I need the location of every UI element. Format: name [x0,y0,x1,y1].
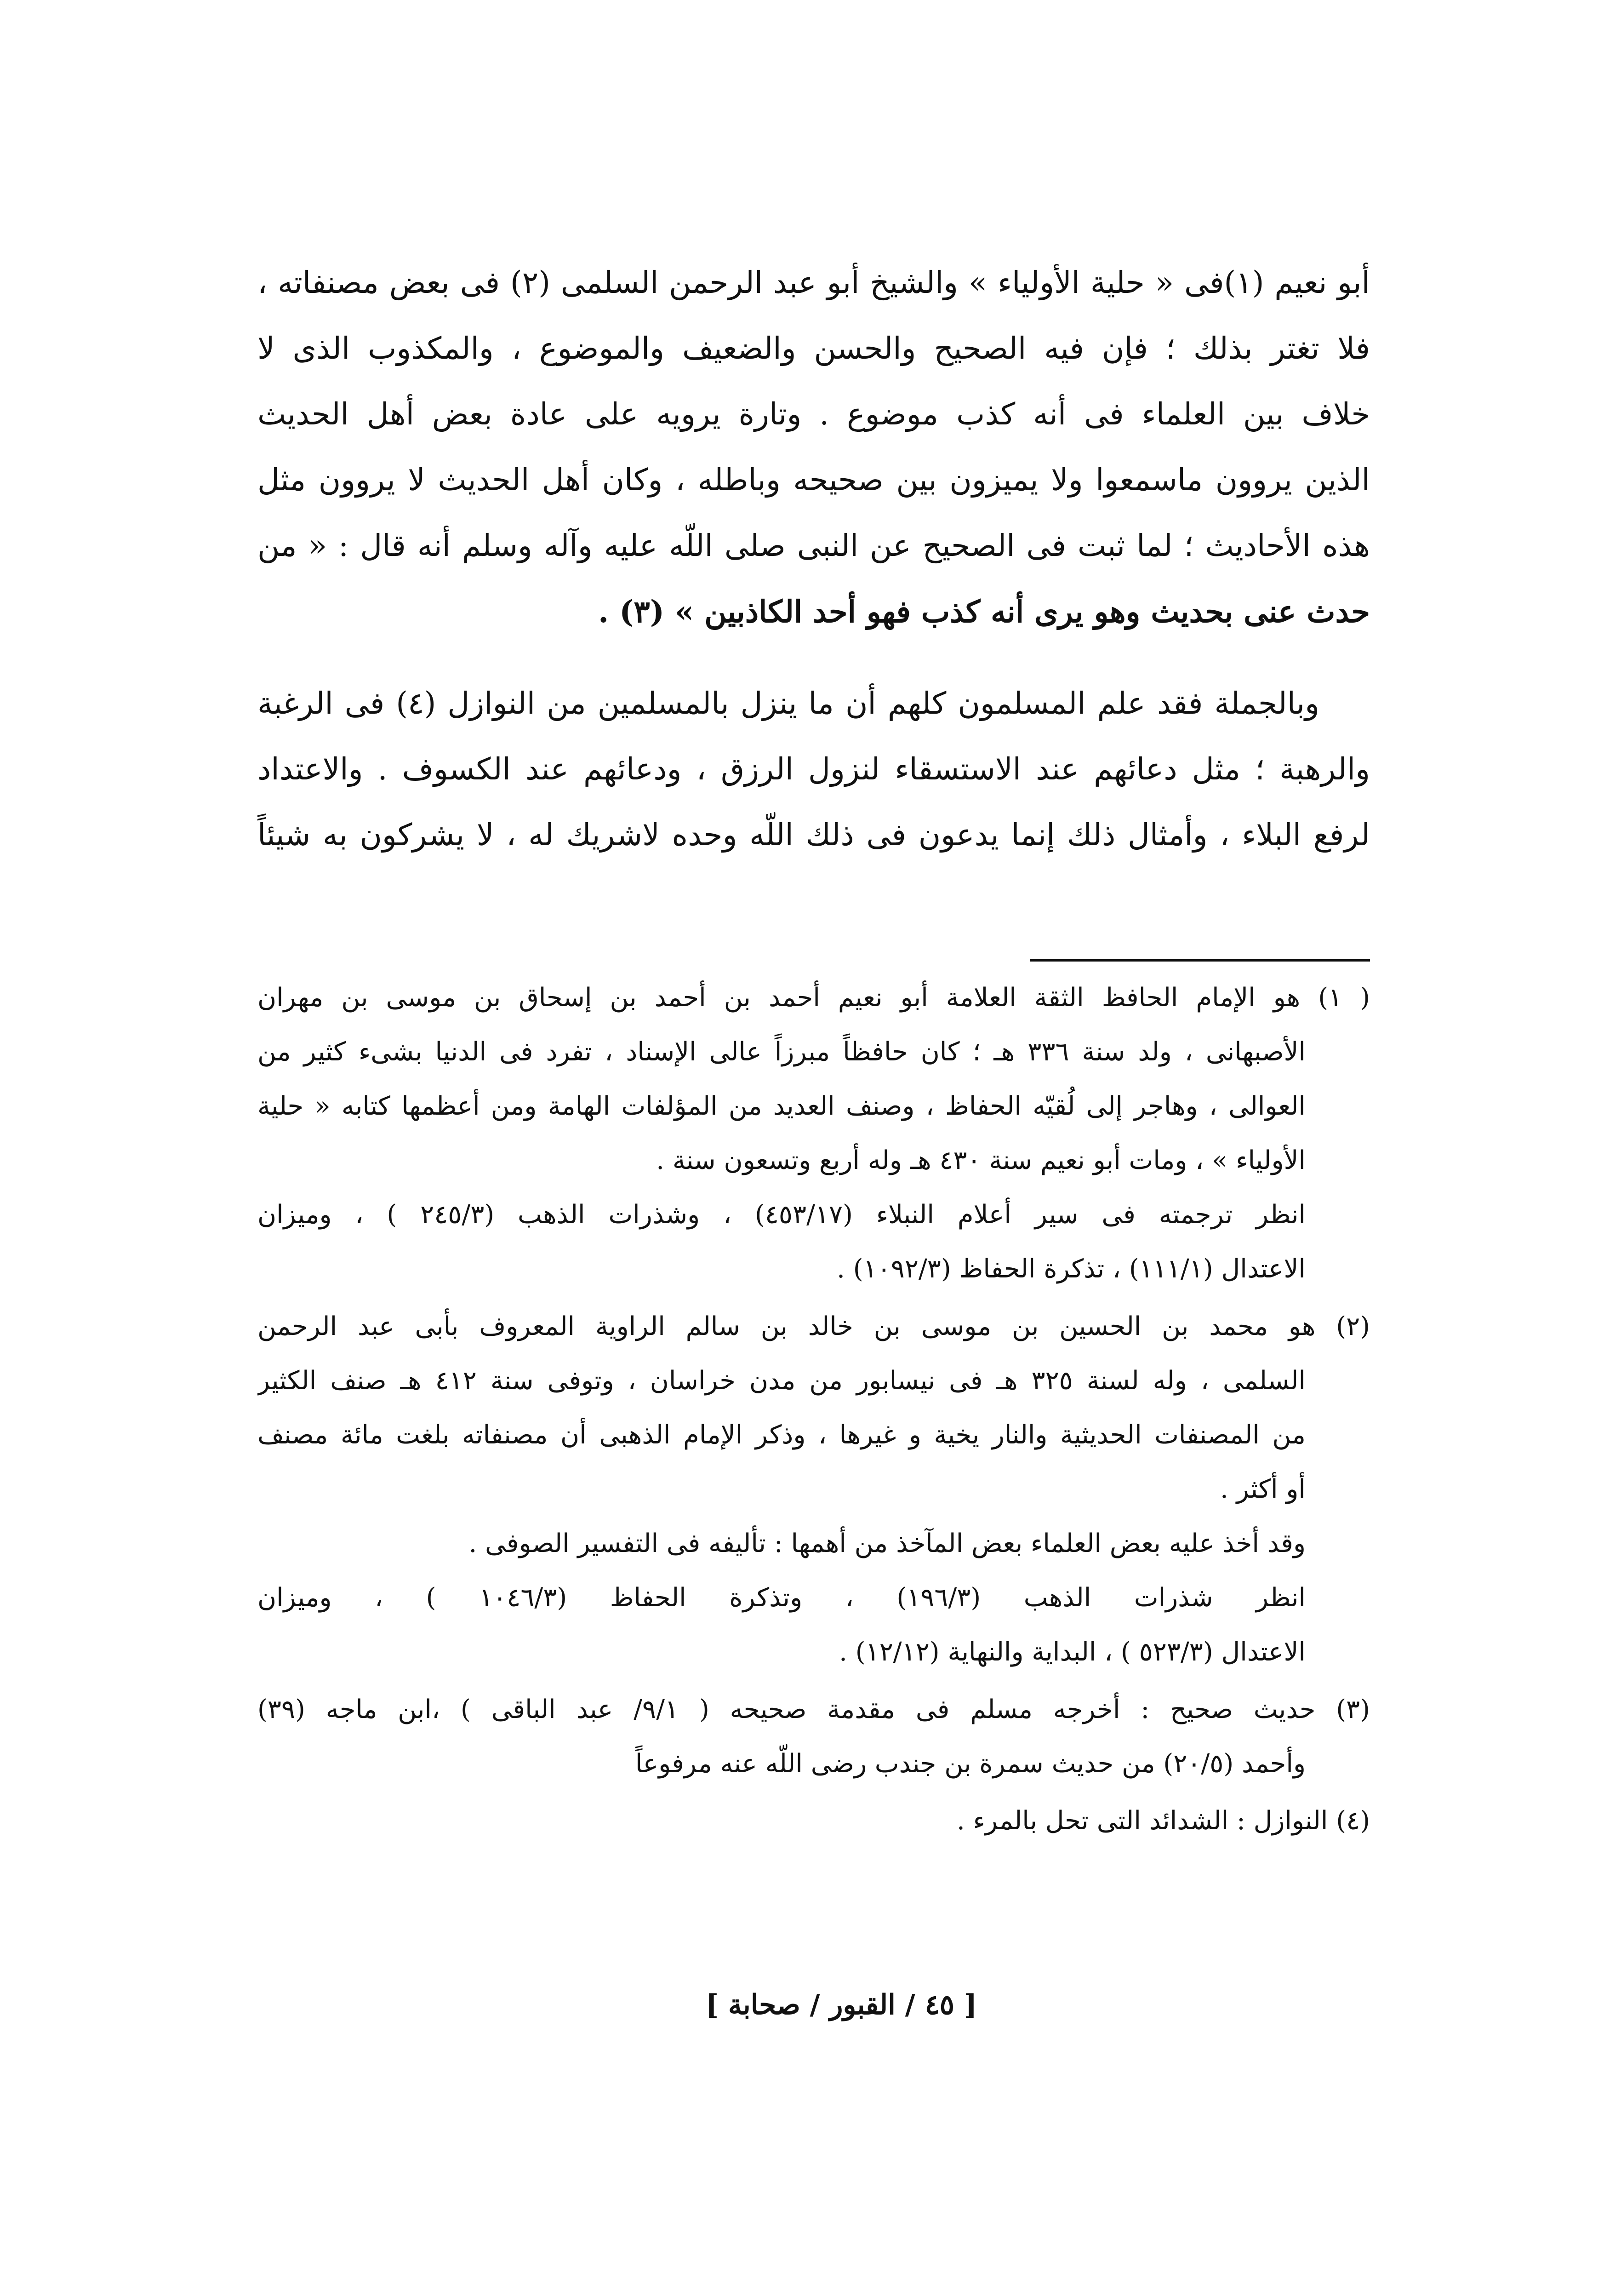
footnote-line: وقد أخذ عليه بعض العلماء بعض المآخذ من أهمها : تأليفه فى التفسير الصوفى . [468,1529,1306,1558]
footnote-line: وأحمد (٢٠/٥) من حديث سمرة بن جندب رضى اللّه عنه مرفوعاً [635,1749,1306,1779]
page-footer: [ ٤٥ / القبور / صحابة ] [705,1989,977,2021]
footnote-separator [1030,959,1370,962]
footnote-line: من المصنفات الحديثية والنار يخية و غيرها ، وذكر الإمام الذهبى أن مصنفاته بلغت مائة مصنف [257,1420,1306,1450]
main-text-line: وبالجملة فقد علم المسلمون كلهم أن ما ينزل بالمسلمين من النوازل (٤) فى الرغبة [257,686,1319,721]
footnote-line: الاعتدال (١١١/١) ، تذكرة الحفاظ (١٠٩٢/٣) . [837,1254,1306,1284]
footnote-line: (٤) النوازل : الشدائد التى تحل بالمرء . [957,1806,1370,1836]
footnotes-block [257,975,1370,1931]
main-text-line: والرهبة ؛ مثل دعائهم عند الاستسقاء لنزول الرزق ، ودعائهم عند الكسوف . والاعتداد [257,751,1370,787]
footnote-line: الأصبهانى ، ولد سنة ٣٣٦ هـ ؛ كان حافظاً مبرزاً عالى الإسناد ، تفرد فى الدنيا بشىء كثير من [257,1037,1306,1067]
footnote-line: العوالى ، وهاجر إلى لُقيّه الحفاظ ، وصنف العديد من المؤلفات الهامة ومن أعظمها كتابه « حلية [257,1091,1306,1121]
footnote-line: السلمى ، وله لسنة ٣٢٥ هـ فى نيسابور من مدن خراسان ، وتوفى سنة ٤١٢ هـ صنف الكثير [257,1366,1306,1396]
main-text-line: أبو نعيم (١)فى « حلية الأولياء » والشيخ أبو عبد الرحمن السلمى (٢) فى بعض مصنفاته ، [257,265,1370,300]
footnote-line: انظر شذرات الذهب (١٩٦/٣) ، وتذكرة الحفاظ (١٠٤٦/٣ ) ، وميزان [257,1583,1306,1613]
main-text-line: الذين يروون ماسمعوا ولا يميزون بين صحيحه وباطله ، وكان أهل الحديث لا يروون مثل [257,462,1370,498]
footnote-line: الاعتدال (٥٢٣/٣ ) ، البداية والنهاية (١٢/١٢) . [839,1637,1306,1667]
main-text-line: لرفع البلاء ، وأمثال ذلك إنما يدعون فى ذلك اللّه وحده لاشريك له ، لا يشركون به شيئاً [257,817,1370,853]
footnote-line: الأولياء » ، ومات أبو نعيم سنة ٤٣٠ هـ وله أربع وتسعون سنة . [656,1145,1306,1175]
footnote-line: انظر ترجمته فى سير أعلام النبلاء (٤٥٣/١٧) ، وشذرات الذهب (٢٤٥/٣ ) ، وميزان [257,1200,1306,1230]
main-text-line: خلاف بين العلماء فى أنه كذب موضوع . وتارة يرويه على عادة بعض أهل الحديث [257,396,1370,432]
footnote-line: أو أكثر . [1220,1474,1306,1504]
main-text-line: هذه الأحاديث ؛ لما ثبت فى الصحيح عن النبى صلى اللّه عليه وآله وسلم أنه قال : « من [257,528,1370,563]
hadith-quote-line: حدث عنى بحديث وهو يرى أنه كذب فهو أحد الكاذبين » (٣) . [598,594,1370,630]
footnote-line: (٢) هو محمد بن الحسين بن موسى بن خالد بن سالم الراوية المعروف بأبى عبد الرحمن [257,1311,1370,1341]
footnote-line: (٣) حديث صحيح : أخرجه مسلم فى مقدمة صحيحه ( ٩/١/ عبد الباقى ) ،ابن ماجه (٣٩) [257,1695,1370,1724]
main-text-block [257,255,1370,908]
footnote-line: ( ١) هو الإمام الحافظ الثقة العلامة أبو نعيم أحمد بن أحمد بن إسحاق بن موسى بن مهران [257,983,1370,1013]
main-text-line: فلا تغتر بذلك ؛ فإن فيه الصحيح والحسن والضعيف والموضوع ، والمكذوب الذى لا [257,331,1370,366]
